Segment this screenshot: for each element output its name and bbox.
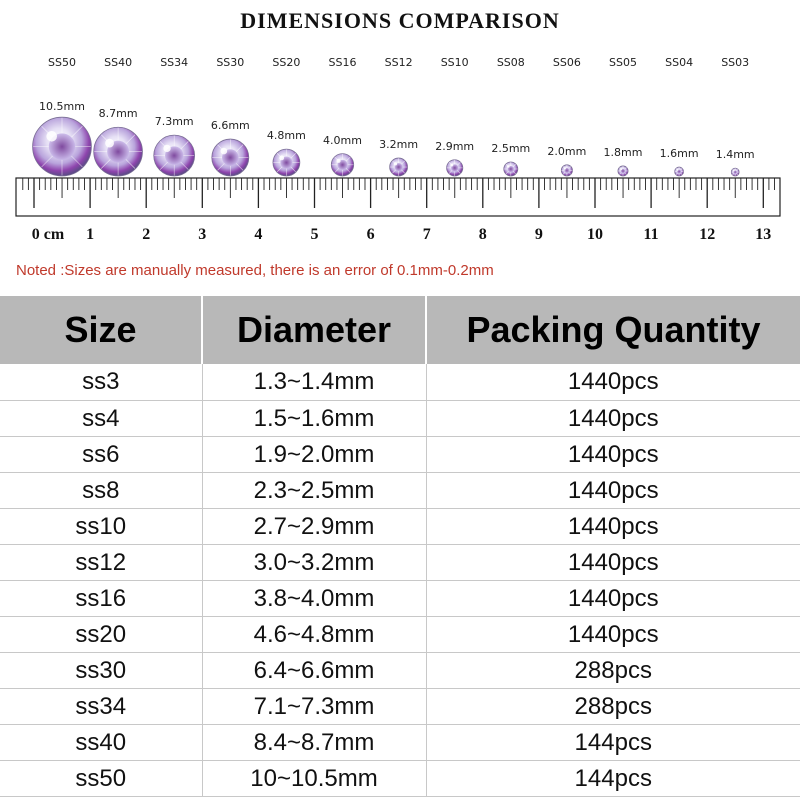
- table-row: [0, 725, 800, 761]
- gem-diameter-label: 1.4mm: [715, 148, 755, 162]
- gem-diameter-label: 4.8mm: [266, 129, 306, 143]
- gem-size-code: SS04: [665, 56, 694, 69]
- table-row: [0, 617, 800, 653]
- packing-quantity-cell: 1440pcs: [426, 364, 800, 401]
- table-header-row: [0, 296, 800, 364]
- ruler-cm-label: 2: [142, 226, 151, 243]
- gem-size-code: SS12: [384, 56, 413, 69]
- size-table: [0, 296, 800, 797]
- packing-quantity-cell: 1440pcs: [426, 473, 800, 509]
- size-cell: ss12: [0, 545, 202, 581]
- ruler-cm-label: 0 cm: [31, 226, 65, 243]
- header-packing-quantity: Packing Quantity: [426, 296, 800, 364]
- page-title: DIMENSIONS COMPARISON: [240, 8, 560, 33]
- ruler-cm-label: 7: [422, 226, 431, 243]
- table-row: [0, 581, 800, 617]
- size-cell: ss6: [0, 437, 202, 473]
- ruler-cm-label: 8: [478, 226, 487, 243]
- ruler-cm-label: 10: [587, 226, 603, 243]
- size-cell: ss16: [0, 581, 202, 617]
- dimensions-comparison-section: [0, 0, 800, 296]
- packing-quantity-cell: 1440pcs: [426, 545, 800, 581]
- gem-size-code: SS30: [216, 56, 245, 69]
- gem-diameter-label: 10.5mm: [39, 100, 85, 113]
- diameter-cell: 1.9~2.0mm: [202, 437, 426, 473]
- size-cell: ss10: [0, 509, 202, 545]
- packing-quantity-cell: 1440pcs: [426, 437, 800, 473]
- diameter-cell: 3.0~3.2mm: [202, 545, 426, 581]
- gem-size-code: SS16: [328, 56, 357, 69]
- diameter-cell: 2.7~2.9mm: [202, 509, 426, 545]
- ruler-cm-label: 1: [86, 226, 95, 243]
- ruler-cm-label: 4: [254, 226, 263, 243]
- packing-quantity-cell: 1440pcs: [426, 581, 800, 617]
- ruler-cm-label: 13: [755, 226, 772, 243]
- size-cell: ss50: [0, 761, 202, 797]
- table-row: [0, 437, 800, 473]
- table-row: [0, 401, 800, 437]
- diameter-cell: 7.1~7.3mm: [202, 689, 426, 725]
- diameter-cell: 1.5~1.6mm: [202, 401, 426, 437]
- gem-size-code: SS20: [272, 56, 301, 69]
- ruler-cm-label: 12: [699, 226, 716, 243]
- gem-size-code: SS34: [160, 56, 189, 69]
- gem-size-code: SS08: [496, 56, 525, 69]
- diameter-cell: 1.3~1.4mm: [202, 364, 426, 401]
- gem-diameter-label: 2.0mm: [547, 144, 587, 158]
- gem-diameter-label: 6.6mm: [210, 119, 250, 133]
- table-row: [0, 761, 800, 797]
- gem-diameter-label: 7.3mm: [154, 115, 194, 129]
- gem-diameter-label: 4.0mm: [323, 133, 362, 147]
- ruler-cm-label: 6: [366, 226, 375, 243]
- size-cell: ss34: [0, 689, 202, 725]
- packing-quantity-cell: 1440pcs: [426, 401, 800, 437]
- gem-diameter-label: 3.2mm: [379, 138, 419, 152]
- size-cell: ss4: [0, 401, 202, 437]
- packing-quantity-cell: 1440pcs: [426, 509, 800, 545]
- ruler-cm-label: 9: [534, 226, 543, 243]
- gem-size-code: SS40: [104, 56, 133, 69]
- ruler-cm-label: 5: [310, 226, 319, 243]
- packing-quantity-cell: 144pcs: [426, 761, 800, 797]
- ruler-cm-label: 11: [643, 226, 659, 243]
- header-size: Size: [0, 296, 202, 364]
- size-cell: ss8: [0, 473, 202, 509]
- ruler: [0, 0, 800, 296]
- diameter-cell: 8.4~8.7mm: [202, 725, 426, 761]
- measurement-note: Noted :Sizes are manually measured, there is an error of 0.1mm-0.2mm: [16, 262, 494, 279]
- table-row: [0, 473, 800, 509]
- header-diameter: Diameter: [202, 296, 426, 364]
- gem-diameter-label: 2.9mm: [435, 139, 475, 153]
- diameter-cell: 2.3~2.5mm: [202, 473, 426, 509]
- size-cell: ss40: [0, 725, 202, 761]
- gem-diameter-label: 2.5mm: [491, 142, 531, 155]
- ruler-body: [16, 178, 780, 216]
- gem-diameter-label: 8.7mm: [98, 107, 138, 121]
- diameter-cell: 3.8~4.0mm: [202, 581, 426, 617]
- table-row: [0, 689, 800, 725]
- packing-quantity-cell: 144pcs: [426, 725, 800, 761]
- gem-size-code: SS06: [552, 56, 581, 69]
- ruler-cm-label: 3: [198, 226, 207, 243]
- gem-size-code: SS05: [609, 56, 637, 69]
- gem-size-code: SS03: [721, 56, 750, 69]
- table-row: [0, 509, 800, 545]
- size-cell: ss3: [0, 364, 202, 401]
- packing-quantity-cell: 288pcs: [426, 653, 800, 689]
- size-cell: ss30: [0, 653, 202, 689]
- gem-size-code: SS10: [440, 56, 469, 69]
- gem-diameter-label: 1.8mm: [603, 145, 643, 159]
- table-row: [0, 545, 800, 581]
- gem-diameter-label: 1.6mm: [659, 147, 699, 161]
- table-row: [0, 364, 800, 401]
- packing-quantity-cell: 1440pcs: [426, 617, 800, 653]
- gem-size-code: SS50: [48, 56, 76, 69]
- packing-quantity-cell: 288pcs: [426, 689, 800, 725]
- diameter-cell: 4.6~4.8mm: [202, 617, 426, 653]
- diameter-cell: 6.4~6.6mm: [202, 653, 426, 689]
- size-cell: ss20: [0, 617, 202, 653]
- table-row: [0, 653, 800, 689]
- diameter-cell: 10~10.5mm: [202, 761, 426, 797]
